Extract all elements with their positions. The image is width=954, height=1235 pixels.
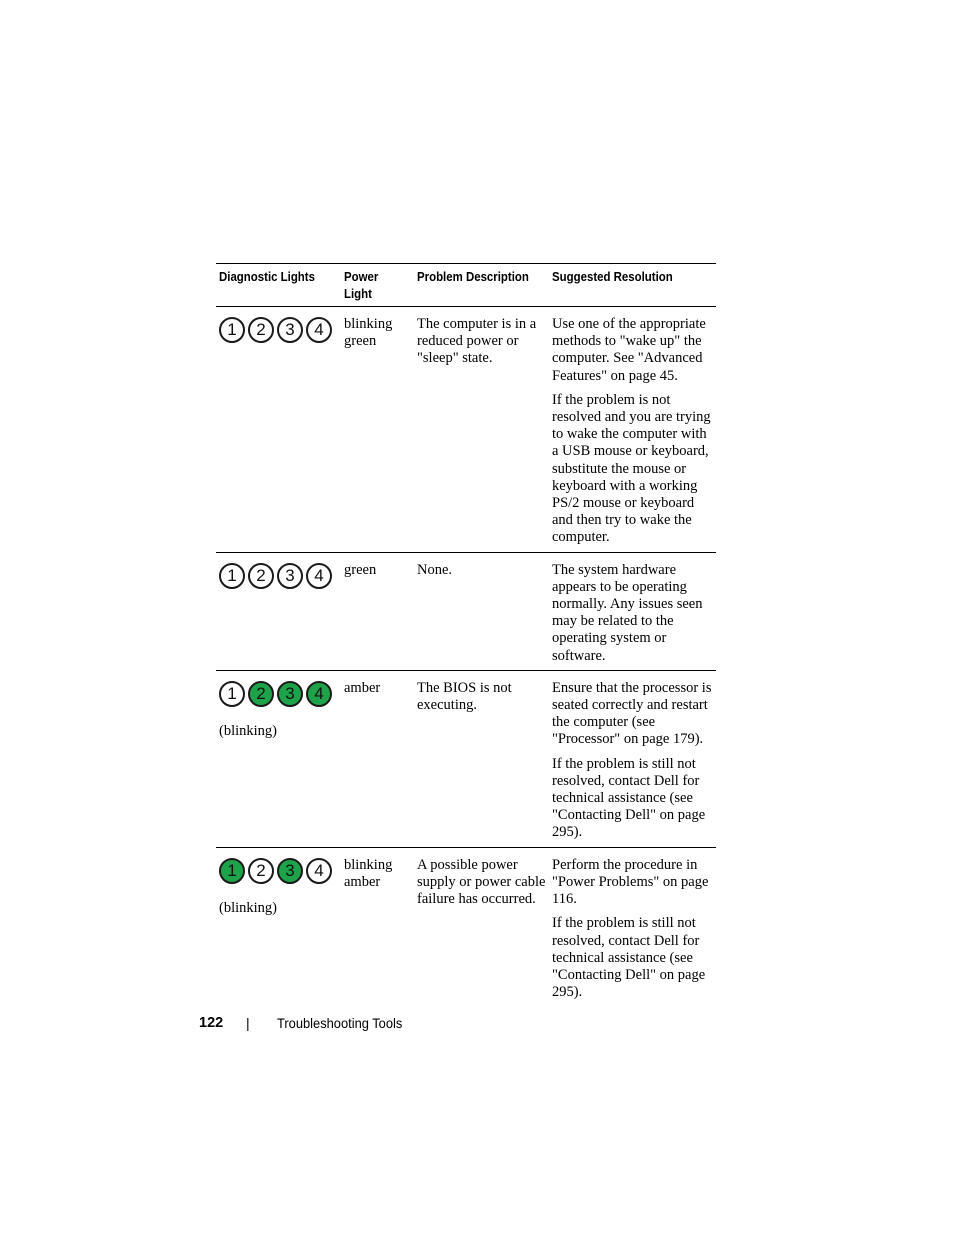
resolution-paragraph: Perform the procedure in "Power Problems" on page 116.	[552, 856, 709, 908]
diagnostic-light-4-icon: 4	[306, 563, 332, 589]
diagnostic-light-3-icon: 3	[277, 858, 303, 884]
table-row	[216, 307, 716, 553]
diagnostic-light-3-icon: 3	[277, 563, 303, 589]
diagnostic-lights-cell	[216, 552, 341, 670]
power-light-cell: green	[341, 552, 414, 670]
diagnostic-light-4-icon: 4	[306, 681, 332, 707]
suggested-resolution-cell	[549, 670, 716, 847]
blinking-note: (blinking)	[219, 722, 277, 739]
diagnostic-light-4-icon: 4	[306, 317, 332, 343]
table-header-row	[216, 264, 716, 307]
suggested-resolution-cell	[549, 847, 716, 1006]
diagnostic-lights-group	[219, 317, 338, 343]
resolution-paragraph: If the problem is not resolved and you are trying to wake the computer with a USB mouse or keyboard, substitute the mouse or keyboard with a working PS/2 mouse or keyboard and then try to wake the computer.	[552, 391, 711, 546]
diagnostic-light-1-icon: 1	[219, 563, 245, 589]
diagnostic-light-3-icon: 3	[277, 317, 303, 343]
diagnostic-lights-cell	[216, 307, 341, 553]
problem-description-cell: The computer is in a reduced power or "sleep" state.	[414, 307, 549, 553]
resolution-paragraph: Use one of the appropriate methods to "wake up" the computer. See "Advanced Features" on page 45.	[552, 316, 706, 384]
footer-separator: |	[246, 1015, 250, 1031]
problem-description-cell: None.	[414, 552, 549, 670]
resolution-paragraph: The system hardware appears to be operating normally. Any issues seen may be related to the operating system or software.	[552, 561, 703, 664]
suggested-resolution-cell	[549, 552, 716, 670]
diagnostic-lights-group	[219, 858, 338, 884]
header-suggested-resolution: Suggested Resolution	[549, 264, 716, 307]
footer-section-title: Troubleshooting Tools	[277, 1015, 403, 1031]
suggested-resolution-cell	[549, 307, 716, 553]
diagnostic-light-1-icon: 1	[219, 681, 245, 707]
diagnostic-lights-cell	[216, 847, 341, 1006]
diagnostic-light-4-icon: 4	[306, 858, 332, 884]
table-row	[216, 670, 716, 847]
problem-description-cell: A possible power supply or power cable failure has occurred.	[417, 856, 546, 908]
diagnostic-light-2-icon: 2	[248, 858, 274, 884]
power-light-cell: blinking green	[341, 307, 414, 553]
resolution-paragraph: If the problem is still not resolved, contact Dell for technical assistance (see "Contacting Dell" on page 295).	[552, 755, 706, 841]
diagnostic-light-1-icon: 1	[219, 317, 245, 343]
page-number: 122	[199, 1015, 224, 1031]
resolution-paragraph: If the problem is still not resolved, contact Dell for technical assistance (see "Contacting Dell" on page 295).	[552, 915, 706, 1001]
diagnostic-lights-group	[219, 681, 338, 707]
blinking-note: (blinking)	[219, 899, 277, 916]
diagnostic-light-1-icon: 1	[219, 858, 245, 884]
diagnostic-light-2-icon: 2	[248, 681, 274, 707]
diagnostic-lights-group	[219, 563, 338, 589]
header-diagnostic-lights: Diagnostic Lights	[216, 264, 341, 307]
diagnostic-light-3-icon: 3	[277, 681, 303, 707]
table-row	[216, 847, 716, 1006]
header-power-light: Power Light	[341, 264, 414, 307]
header-problem-description: Problem Description	[414, 264, 549, 307]
table-row	[216, 552, 716, 670]
diagnostic-light-2-icon: 2	[248, 317, 274, 343]
problem-description-cell: The BIOS is not executing.	[414, 670, 549, 847]
diagnostic-lights-cell	[216, 670, 341, 847]
resolution-paragraph: Ensure that the processor is seated correctly and restart the computer (see "Processor" on page 179).	[552, 679, 712, 748]
diagnostic-light-2-icon: 2	[248, 563, 274, 589]
power-light-cell: amber	[341, 670, 414, 847]
diagnostic-lights-table	[216, 263, 716, 1006]
power-light-cell: blinking amber	[344, 856, 393, 890]
